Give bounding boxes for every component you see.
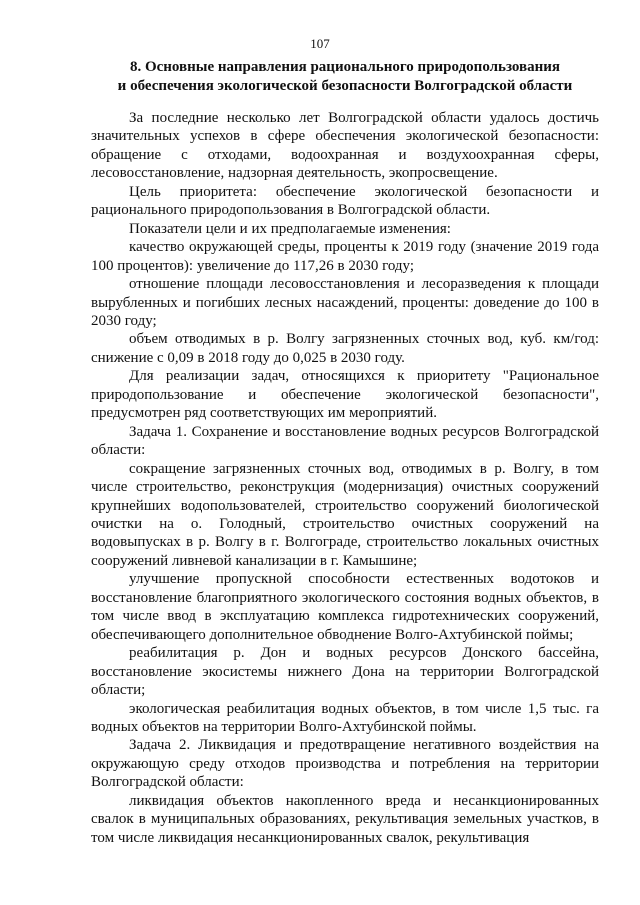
paragraph: Для реализации задач, относящихся к приоритету "Рациональное природопользование и обеспечение экологической безопасности", предусмотрен ряд соответствующих им мероприятий. [91, 368, 599, 422]
paragraph: объем отводимых в р. Волгу загрязненных сточных вод, куб. км/год: снижение с 0,09 в 2018 году до 0,025 в 2030 году. [91, 331, 599, 366]
paragraph: улучшение пропускной способности естественных водотоков и восстановление благоприятного экологического состояния водных объектов, в том числе ввод в эксплуатацию комплекса гидротехнических сооружений, обеспечивающего дополнительное обводнение Волго-Ахтубинской поймы; [91, 571, 599, 643]
paragraph: Задача 1. Сохранение и восстановление водных ресурсов Волгоградской области: [91, 423, 599, 459]
page-number: 107 [310, 36, 330, 51]
paragraph: отношение площади лесовосстановления и лесоразведения к площади вырубленных и погибших лесных насаждений, проценты: доведение до 100 в 2030 году; [91, 276, 599, 329]
paragraph: качество окружающей среды, проценты к 2019 году (значение 2019 года 100 процентов): увеличение до 117,26 в 2030 году; [91, 239, 599, 274]
paragraph: сокращение загрязненных сточных вод, отводимых в р. Волгу, в том числе строительство, реконструкция (модернизация) очистных сооружений крупнейших водопользователей, строительство сооружений биологической очистки на о. Голодный, строительство очистных сооружений на водовыпусках в р. Волгу в г. Волгограде, строительство локальных очистных сооружений ливневой канализации в г. Камышине; [91, 460, 599, 569]
paragraph: Показатели цели и их предполагаемые изменения: [129, 220, 451, 237]
section-heading-line-2: и обеспечения экологической безопасности Волгоградской области [117, 78, 573, 94]
body-text [91, 109, 599, 847]
section-heading [90, 58, 600, 96]
paragraph: реабилитация р. Дон и водных ресурсов Донского бассейна, восстановление экосистемы нижнего Дона на территории Волгоградской области; [91, 645, 599, 699]
paragraph: экологическая реабилитация водных объектов, в том числе 1,5 тыс. га водных объектов на территории Волго-Ахтубинской поймы. [91, 700, 599, 735]
paragraph: ликвидация объектов накопленного вреда и несанкционированных свалок в муниципальных образованиях, рекультивация земельных участков, в том числе ликвидация несанкционированных свалок, рекультивация [91, 792, 599, 846]
paragraph: Задача 2. Ликвидация и предотвращение негативного воздействия на окружающую среду отходов производства и потребления на территории Волгоградской области: [91, 737, 599, 791]
paragraph: Цель приоритета: обеспечение экологической безопасности и рационального природопользования в Волгоградской области. [91, 183, 599, 219]
section-heading-line-1: 8. Основные направления рационального природопользования [129, 59, 561, 75]
paragraph: За последние несколько лет Волгоградской области удалось достичь значительных успехов в сфере обеспечения экологической безопасности: обращение с отходами, водоохранная и воздухоохранная сферы, лесовосстановление, надзорная деятельность, экопросвещение. [91, 110, 599, 182]
